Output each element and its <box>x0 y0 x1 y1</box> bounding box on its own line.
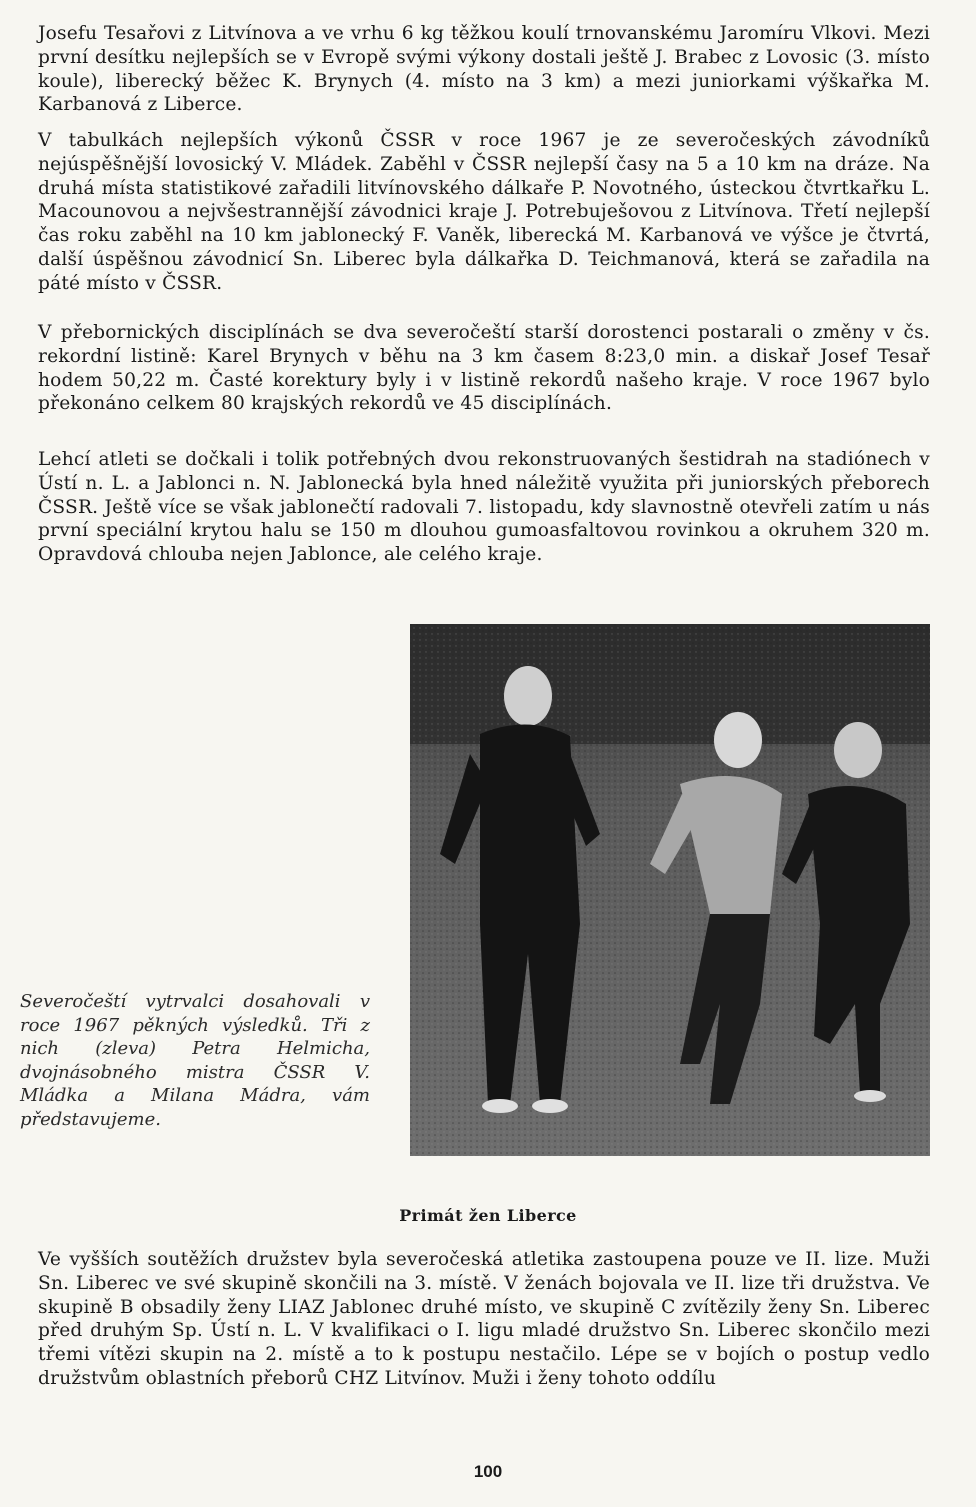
paragraph-team-competitions: Ve vyšších soutěžích družstev byla severočeská atletika zastoupena pouze ve II. lize. Muži Sn. Liberec ve své skupině skončili na 3. místě. V ženách bojovala ve II. lize tři družstva. Ve skupině B obsadily ženy LIAZ Jablonec druhé místo, ve skupině C zvítězily ženy Sn. Liberec před druhým Sp. Ústí n. L. V kvalifikaci o I. ligu mladé družstvo Sn. Liberec skončilo mezi třemi vítězi skupin na 2. místě a to k postupu nestačilo. Lépe se v bojích o postup vedlo družstvům oblastních přeborů CHZ Litvínov. Muži i ženy tohoto oddílu <box>38 1249 930 1389</box>
photo-caption: Severočeští vytrvalci dosahovali v roce 1967 pěkných výsledků. Tři z nich (zleva) Petra Helmicha, dvojnásobného mistra ČSSR V. Mládka a Milana Mádra, vám představujeme. <box>20 991 370 1130</box>
runners-photo <box>410 624 930 1156</box>
page-number: 100 <box>473 1462 503 1481</box>
paragraph-records-europe: Josefu Tesařovi z Litvínova a ve vrhu 6 kg těžkou koulí trnovanskému Jaromíru Vlkovi. Mezi první desítku nejlepších se v Evropě svými výkony dostali ještě J. Brabec z Lovosic (3. místo koule), liberecký běžec K. Brynych (4. místo na 3 km) a mezi juniorkami výškařka M. Karbanová z Liberce. <box>38 23 930 116</box>
runners-photo-image <box>410 624 930 1156</box>
paragraph-cssr-tables: V tabulkách nejlepších výkonů ČSSR v roce 1967 je ze severočeských závodníků nejúspěšnější lovosický V. Mládek. Zaběhl v ČSSR nejlepší časy na 5 a 10 km na dráze. Na druhá místa statistikové zařadili litvínovského dálkaře P. Novotného, ústeckou čtvrtkařku L. Macounovou a nejvšestrannější závodnici kraje J. Potrebuješovou z Litvínova. Třetí nejlepší čas roku zaběhl na 10 km jablonecký F. Vaněk, liberecká M. Karbanová ve výšce je čtvrtá, další úspěšnou závodnicí Sn. Liberec byla dálkařka D. Teichmanová, která se zařadila na páté místo v ČSSR. <box>38 130 930 294</box>
section-heading: Primát žen Liberce <box>399 1206 577 1225</box>
paragraph-stadiums: Lehcí atleti se dočkali i tolik potřebných dvou rekonstruovaných šestidrah na stadiónech v Ústí n. L. a Jablonci n. N. Jablonecká byla hned náležitě využita při juniorských přeborech ČSSR. Ještě více se však jablonečtí radovali 7. listopadu, kdy slavnostně otevřeli zatím u nás první speciální krytou halu se 150 m dlouhou gumoasfaltovou rovinkou a okruhem 320 m. Opravdová chlouba nejen Jablonce, ale celého kraje. <box>38 449 930 566</box>
paragraph-national-records: V přebornických disciplínách se dva severočeští starší dorostenci postarali o změny v čs. rekordní listině: Karel Brynych v běhu na 3 km časem 8:23,0 min. a diskař Josef Tesař hodem 50,22 m. Časté korektury byly i v listině rekordů našeho kraje. V roce 1967 bylo překonáno celkem 80 krajských rekordů ve 45 disciplínách. <box>38 322 930 415</box>
